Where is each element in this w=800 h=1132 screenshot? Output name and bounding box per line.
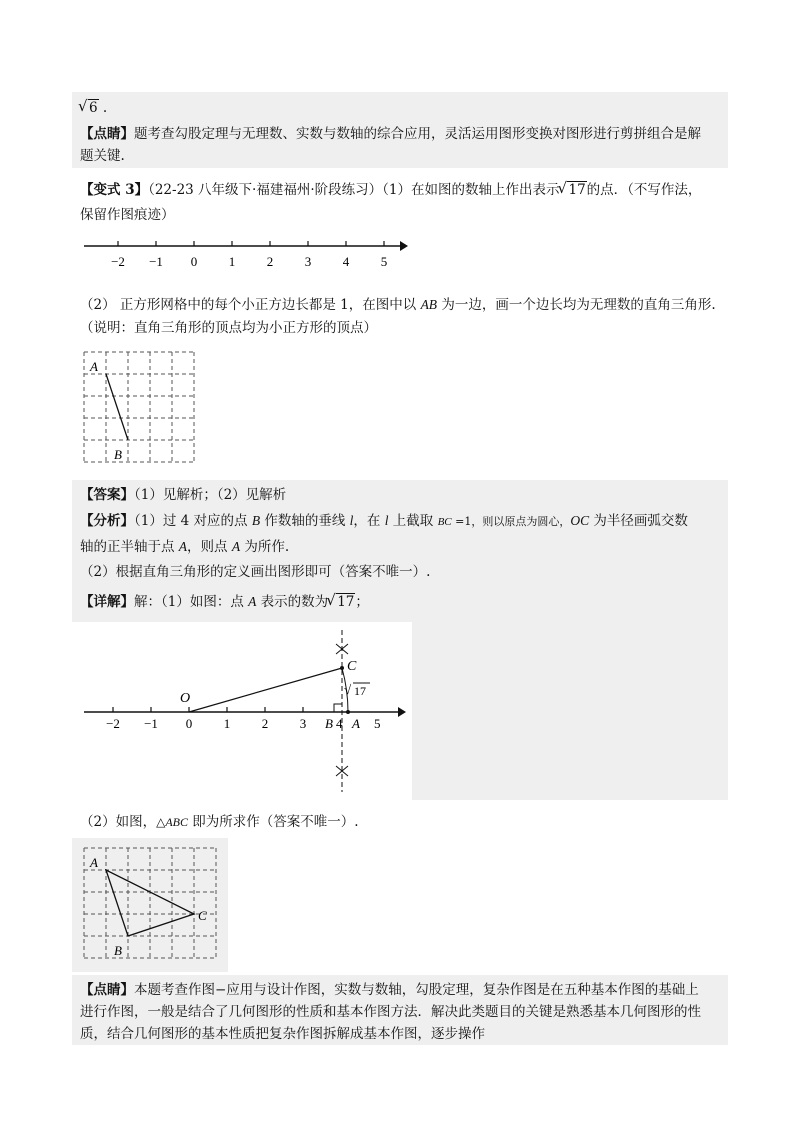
- label-b: B: [325, 716, 333, 731]
- tick-label: 3: [304, 254, 312, 269]
- sqrt-17-detail: √ 17: [328, 592, 355, 612]
- problem-line2: 保留作图痕迹）: [80, 207, 175, 223]
- sqrt-6: √ 6: [80, 98, 99, 118]
- problem-line1: 【变式 3】（22-23 八年级下·福建福州·阶段练习）（1）在如图的数轴上作出表示√ 17的点．（不写作法，: [80, 180, 701, 200]
- sqrt-sign: √: [344, 682, 352, 697]
- tick-5: 5: [374, 716, 381, 731]
- segment-oc: [189, 668, 342, 712]
- analysis-line2: 轴的正半轴于点 A，则点 A 为所作.: [80, 539, 290, 555]
- label-c: C: [198, 908, 207, 923]
- analysis-line1: 【分析】（1）过 4 对应的点 B 作数轴的垂线 l，在 l 上截取 BC =1，则以原点为圆心，OC 为半径画弧交数: [80, 513, 688, 529]
- intro-dianjing-line1: 【点睛】题考查勾股定理与无理数、实数与数轴的综合应用，灵活运用图形变换对图形进行剪拼组合是解: [80, 126, 701, 142]
- tick-label: −2: [106, 716, 120, 731]
- tick-label: 1: [223, 716, 231, 731]
- detail-line: 【详解】解：（1）如图：点 A 表示的数为√ 17；: [80, 592, 369, 612]
- problem-part2: （2） 正方形网格中的每个小正方边长都是 1，在图中以 AB 为一边，画一个边长均为无理数的直角三角形.: [80, 297, 716, 313]
- label-a: A: [352, 716, 360, 731]
- number-line-construction-figure: [72, 622, 412, 802]
- intro-dianjing-line2: 题关键.: [80, 148, 125, 164]
- tick-label: −1: [149, 254, 163, 269]
- intro-sqrt-line: √ 6 .: [80, 98, 107, 118]
- tick-label: 4: [342, 254, 350, 269]
- part2-answer-line: （2）如图，△ABC 即为所求作（答案不唯一）.: [80, 814, 359, 830]
- sqrt-17-label: 17: [354, 684, 366, 698]
- label-a: A: [90, 855, 98, 870]
- label-b: B: [114, 943, 122, 958]
- tick-label: 2: [261, 716, 269, 731]
- tick-label: 0: [190, 254, 198, 269]
- analysis-line3: （2）根据直角三角形的定义画出图形即可（答案不唯一）.: [80, 564, 431, 580]
- tick-label: 2: [266, 254, 274, 269]
- final-line3: 质，结合几何图形的基本性质把复杂作图拆解成基本作图，逐步操作: [80, 1026, 485, 1042]
- sqrt-17-problem: √ 17: [559, 180, 586, 200]
- segment-ab: [106, 374, 128, 440]
- final-line2: 进行作图，一般是结合了几何图形的性质和基本作图方法．解决此类题目的关键是熟悉基本几何图形的性: [80, 1004, 701, 1020]
- answer-line: 【答案】（1）见解析；（2）见解析: [80, 487, 287, 503]
- label-a: A: [90, 359, 98, 374]
- grid-figure-2: [80, 844, 220, 968]
- label-o: O: [180, 691, 191, 706]
- tick-label: −1: [144, 716, 158, 731]
- number-line-1: [78, 232, 408, 274]
- tick-label: 0: [185, 716, 193, 731]
- final-line1: 【点睛】本题考查作图−应用与设计作图，实数与数轴，勾股定理，复杂作图是在五种基本作图的基础上: [80, 982, 699, 998]
- label-b: B: [114, 447, 122, 462]
- label-c: C: [347, 659, 357, 674]
- tick-label: 3: [299, 716, 307, 731]
- tick-label: 5: [380, 254, 388, 269]
- tick-label: −2: [111, 254, 125, 269]
- tick-4: 4: [336, 716, 343, 731]
- problem-part2-note: （说明：直角三角形的顶点均为小正方形的顶点）: [80, 320, 377, 336]
- grid-figure-1: [80, 348, 200, 470]
- tick-label: 1: [228, 254, 236, 269]
